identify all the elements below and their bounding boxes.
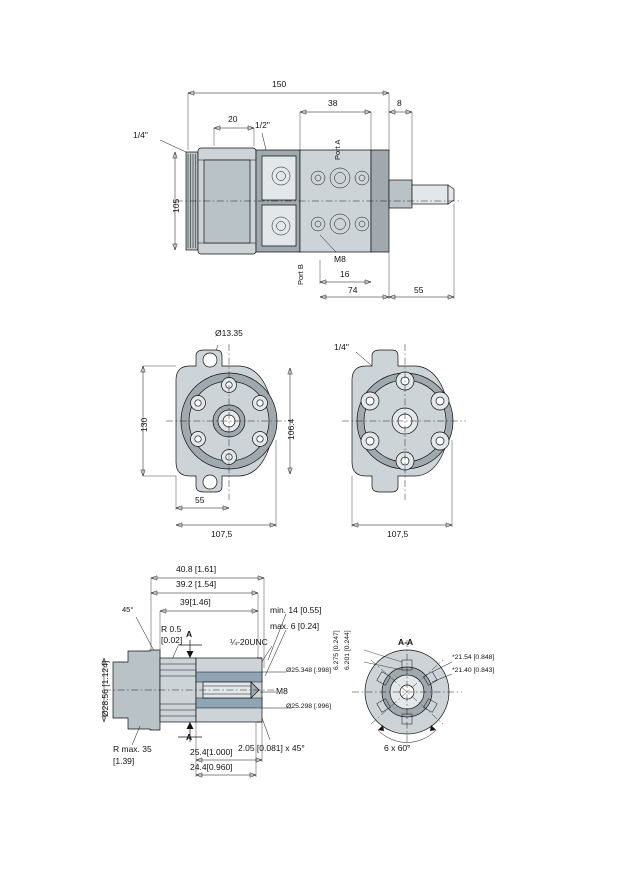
dim-74: 74 [348, 285, 358, 295]
dim-2140: *21.40 [0.843] [452, 667, 495, 674]
label-r-max-35-inch: [1.39] [113, 756, 135, 766]
section-mark-a-top: A [186, 629, 193, 639]
label-spline-6x60: 6 x 60° [384, 743, 411, 753]
dim-1075-front: 107,5 [211, 529, 233, 539]
dim-hole-diameter: Ø13.35 [215, 328, 243, 338]
dim-overall-length: 150 [272, 79, 287, 89]
dim-dia-25348: Ø25.348 [.998] [286, 667, 331, 674]
label-half-inch-thread: 1/2" [255, 120, 270, 130]
dim-max-6: max. 6 [0.24] [270, 621, 320, 631]
label-m8-shaft: M8 [276, 686, 288, 696]
dim-shaft-step: 8 [397, 98, 402, 108]
dim-port-spacing: 20 [228, 114, 238, 124]
dim-6275: 6.275 [0.247] [333, 630, 340, 670]
dim-chamfer: 2.05 [0.081] x 45° [238, 743, 305, 753]
dim-height-105: 105 [171, 198, 181, 213]
label-port-a: Port A [333, 139, 342, 160]
dim-24-4: 24.4[0.960] [190, 762, 233, 772]
dim-dia-2856: Ø28.56 [1.124] [100, 660, 110, 717]
label-45-degree: 45° [122, 605, 134, 614]
label-quarter-inch-thread: 1/4" [133, 130, 148, 140]
label-quarter-inch-rear: 1/4" [334, 342, 349, 352]
dim-min-14: min. 14 [0.55] [270, 605, 322, 615]
label-port-b: Port B [296, 264, 305, 285]
dim-40-8: 40.8 [1.61] [176, 564, 217, 574]
dim-6201: 6.201 [0.244] [344, 630, 351, 670]
label-m8-side: M8 [334, 254, 346, 264]
dim-2154: *21.54 [0.848] [452, 654, 495, 661]
label-unc-thread: ¼-20UNC [230, 637, 268, 647]
dim-55-front: 55 [195, 495, 205, 505]
dim-dia-25298: Ø25.298 [.996] [286, 703, 331, 710]
dim-39-2: 39.2 [1.54] [176, 579, 217, 589]
dim-39: 39[1.46] [180, 597, 211, 607]
dim-25-4: 25.4[1.000] [190, 747, 233, 757]
dim-55-side: 55 [414, 285, 424, 295]
dim-width-130: 130 [139, 417, 149, 432]
label-r05-inch: [0.02] [161, 635, 183, 645]
dim-port-block: 38 [328, 98, 338, 108]
dim-16: 16 [340, 269, 350, 279]
dim-1075-rear: 107,5 [387, 529, 409, 539]
section-mark-a-bottom: A [186, 732, 193, 742]
label-r05: R 0.5 [161, 624, 182, 634]
label-r-max-35: R max. 35 [113, 744, 152, 754]
dim-bolt-circle: 106.4 [286, 418, 296, 440]
section-title-aa: A-A [398, 637, 414, 647]
